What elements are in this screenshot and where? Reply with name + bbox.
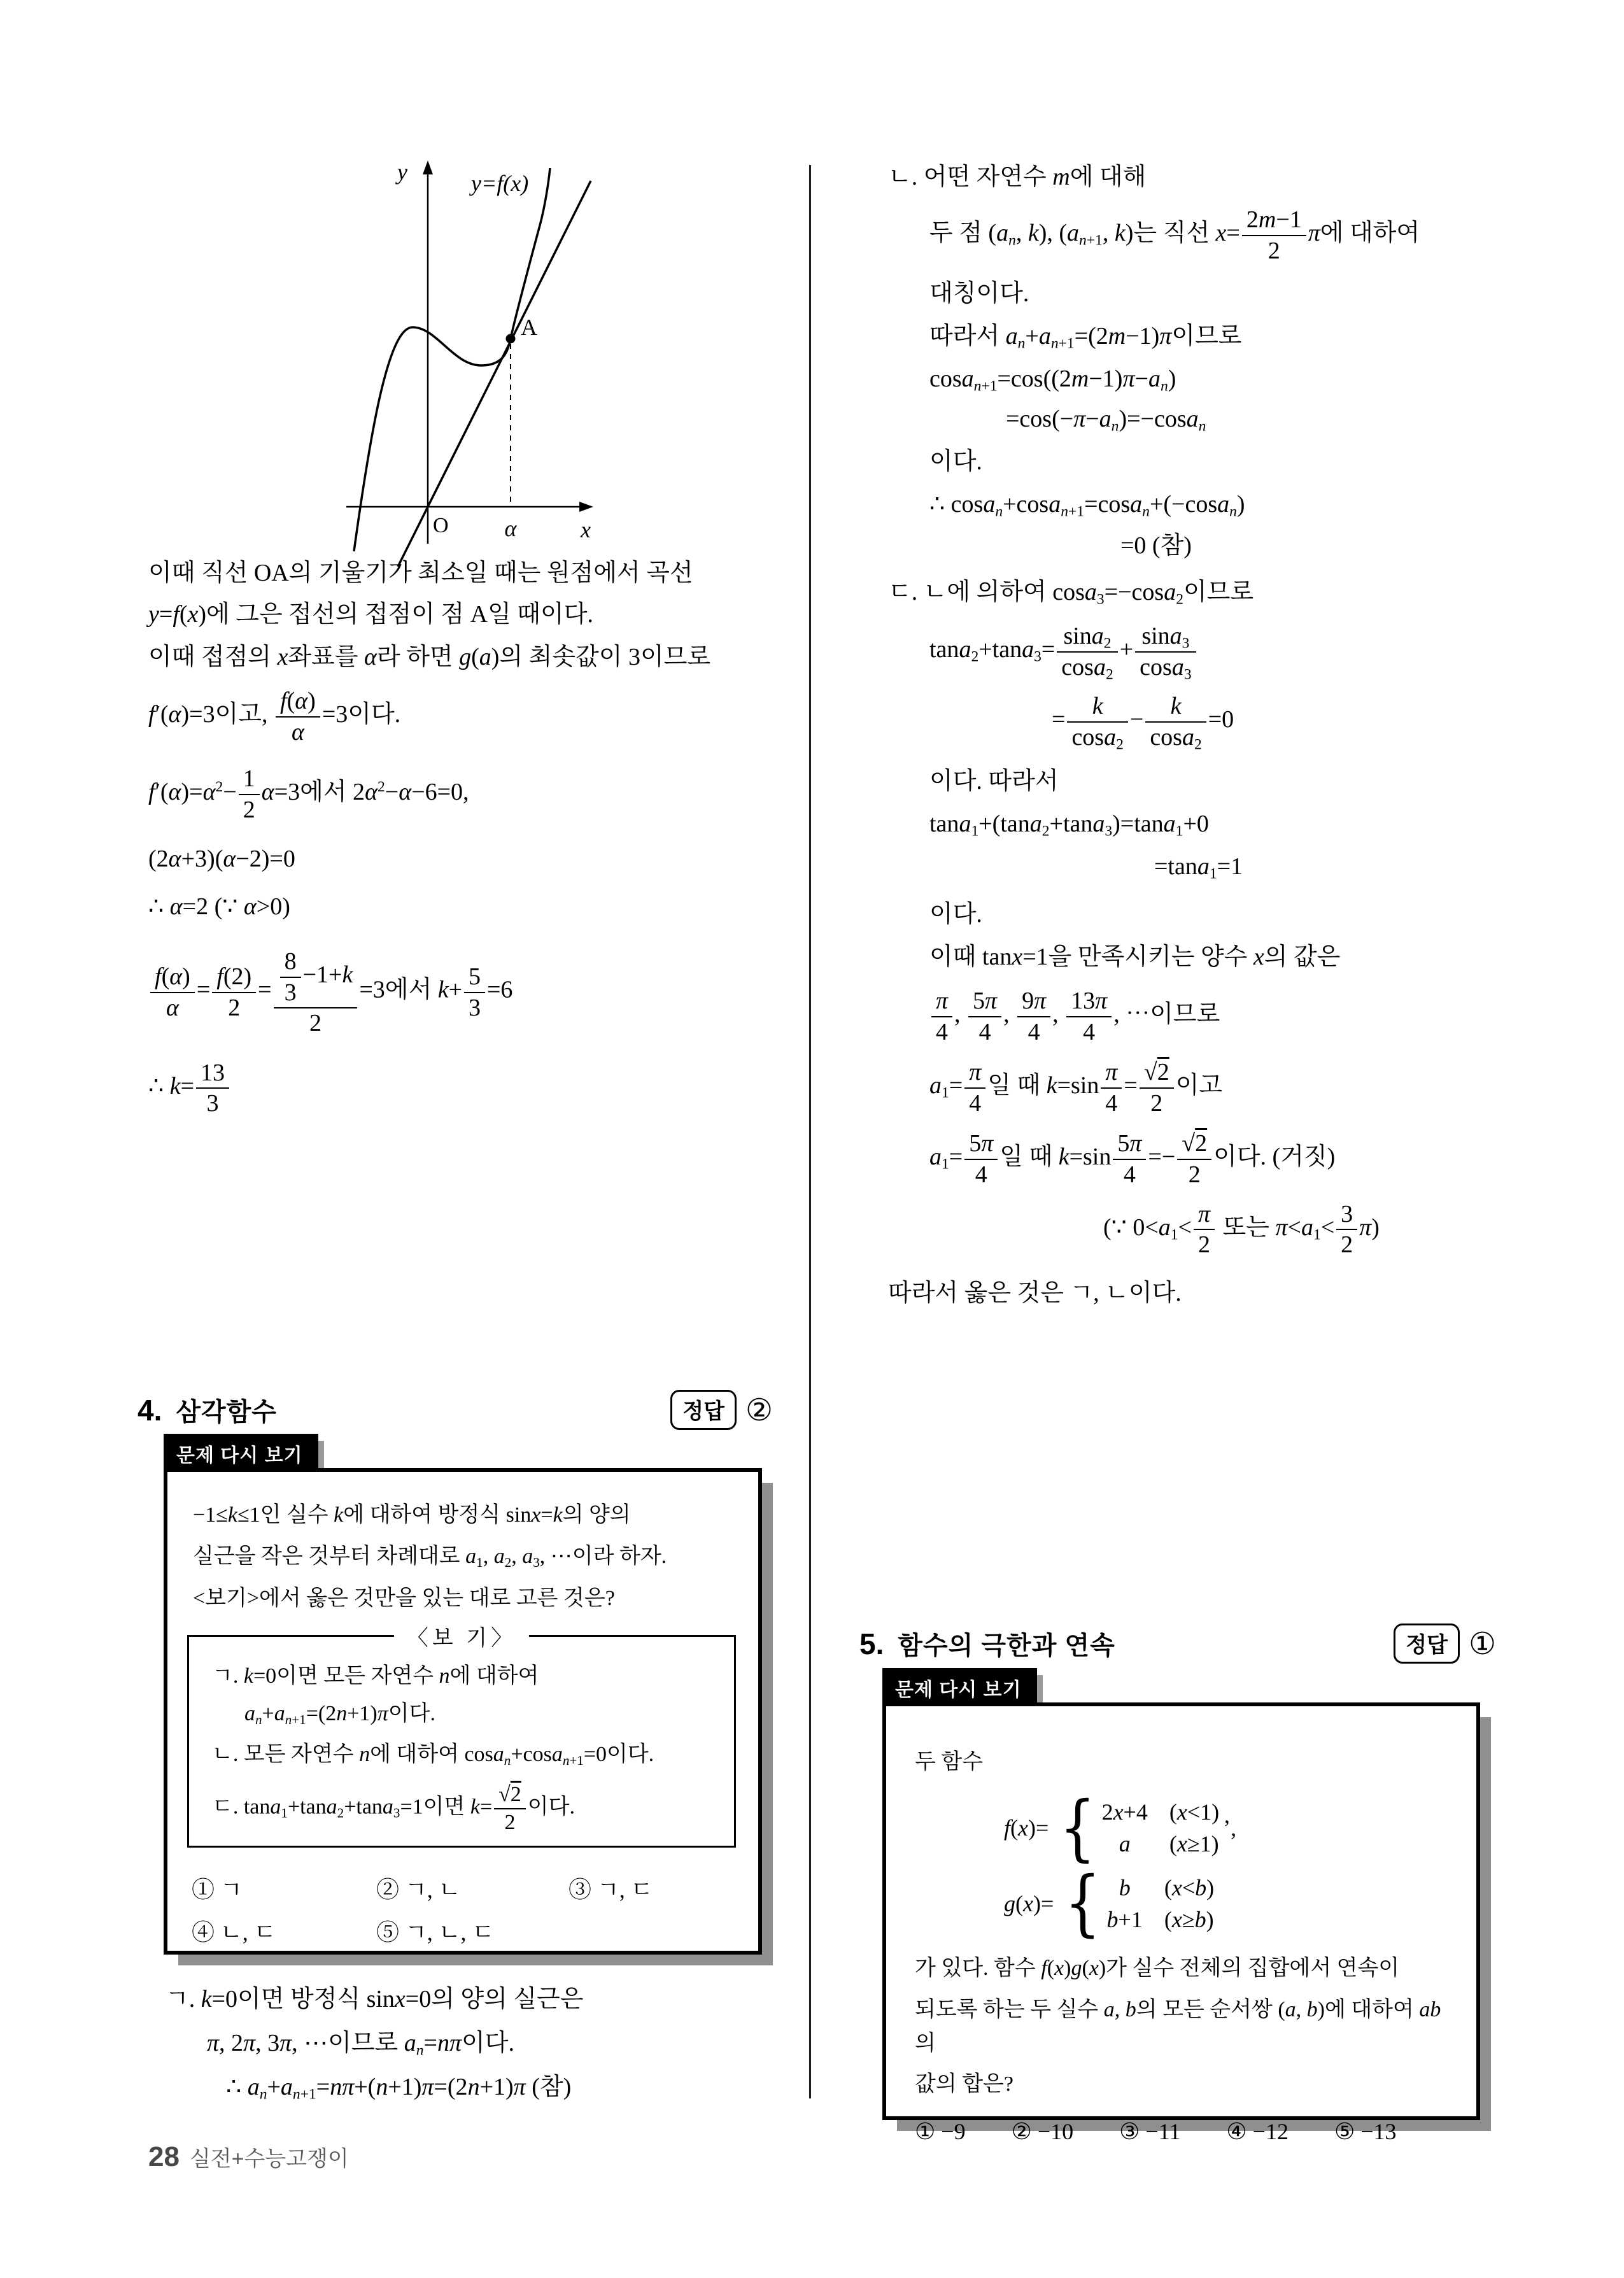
choices-list bbox=[915, 2118, 1450, 2145]
solution-line: (2α+3)(α−2)=0 bbox=[148, 845, 295, 873]
solution-line: ∴ α=2 (∵ α>0) bbox=[148, 893, 290, 921]
y-axis-arrow bbox=[423, 160, 433, 174]
solution-4-left-text bbox=[153, 1981, 802, 2105]
solution-line: (∵ $0<a_1<$ $\frac{\pi}{2}$ 또는 $\pi<a_1<$ $\frac{3}{2}$ π) bbox=[1103, 1200, 1380, 1259]
page-number: 28 bbox=[148, 2141, 180, 2172]
solution-line: y=f(x)에 그은 접선의 접점이 점 A일 때이다. bbox=[148, 601, 593, 628]
problem-title: 삼각함수 bbox=[176, 1398, 277, 1426]
choice-option: ⑤ −13 bbox=[1334, 2119, 1397, 2145]
solution-line: f′(α)=3이고, $\frac{f(\alpha)}{\alpha}$ =3이다. bbox=[148, 688, 401, 746]
choice-option: ③ −11 bbox=[1119, 2119, 1181, 2145]
alpha-label: α bbox=[504, 516, 517, 541]
solution-line: ∴ $a_n+a_{n+1}=n\pi+(n+1)\pi=(2n+1)\pi$ (참) bbox=[226, 2074, 572, 2103]
choice-option: ② ㄱ, ㄴ bbox=[376, 1877, 461, 1902]
origin-label: O bbox=[433, 514, 449, 537]
problem-line: −1≤k≤1인 실수 k에 대하여 방정식 sinx=k의 양의 bbox=[193, 1503, 631, 1527]
boki-label: 〈보 기〉 bbox=[394, 1620, 529, 1652]
solution-line: $\cos a_{n+1}=\cos((2m-1)\pi-a_n)$ bbox=[929, 365, 1176, 395]
solution-line: tana$_1$+(tana$_2$+tana$_3$)=tana$_1$+0 bbox=[929, 810, 1209, 840]
solution-line: = $\frac{k}{\cos a_2}$ − $\frac{k}{\cos a_2}$ =0 bbox=[1052, 693, 1234, 753]
book-title: 실전+수능고쟁이 bbox=[189, 2147, 349, 2171]
solution-line: $\frac{\pi}{4}$ , $\frac{5\pi}{4}$ , $\frac{9\pi}{4}$ , $\frac{13\pi}{4}$ , ⋯이므로 bbox=[888, 987, 1582, 1045]
choice-option: ④ ㄴ, ㄷ bbox=[192, 1920, 276, 1945]
boki-box bbox=[187, 1627, 736, 1848]
solution-line: =0 (참) bbox=[1120, 532, 1192, 560]
problem-5-box bbox=[882, 1702, 1480, 2145]
solution-line: 이때 tanx=1을 만족시키는 양수 x의 값은 bbox=[929, 944, 1341, 971]
y-axis-label: y bbox=[397, 159, 407, 185]
figure-graph bbox=[344, 158, 713, 578]
tangent-line bbox=[398, 181, 591, 567]
solution-line: tana$_2$+tana$_3$= $\frac{\sin a_2}{\cos a_2}$ + $\frac{\sin a_3}{\cos a_3}$ bbox=[888, 622, 1582, 681]
boki-item: ㄷ. tana$_1$+tana$_2$+tana$_3$=1이면 k= $\frac{√2}{2}$ 이다. bbox=[212, 1783, 575, 1835]
section-5-header bbox=[859, 1624, 1496, 1664]
equation-lhs: g(x)= bbox=[1004, 1890, 1054, 1916]
problem-line: 가 있다. 함수 f(x)g(x)가 실수 전체의 집합에서 연속이 bbox=[915, 1956, 1400, 1981]
solution-line: ㄱ. k=0이면 방정식 sinx=0의 양의 실근은 bbox=[166, 1986, 584, 2013]
solution-line: 이다. bbox=[929, 901, 982, 928]
answer-number: ① bbox=[1468, 1625, 1496, 1662]
answer-badge: 정답 bbox=[670, 1390, 737, 1430]
problem-4-statement bbox=[167, 1472, 758, 1616]
solution-line: 이다. 따라서 bbox=[929, 768, 1059, 795]
solution-line: ∴ k= $\frac{13}{3}$ bbox=[148, 1059, 804, 1117]
solution-line: π, 2π, 3π, ⋯이므로 $a_n=n\pi$이다. bbox=[207, 2030, 514, 2059]
solution-line: $a_1=$ $\frac{5\pi}{4}$ 일 때 k=sin $\frac{5\pi}{4}$ =− $\frac{√2}{2}$ 이다. (거짓) bbox=[929, 1130, 1336, 1189]
problem-number: 4. bbox=[138, 1393, 162, 1427]
solution-line: $f'(\alpha)=\alpha^2-$ $\frac{1}{2}$ α=3에서 $2\alpha^2-\alpha-6=0$, bbox=[148, 765, 469, 823]
problem-review-tab: 문제 다시 보기 bbox=[164, 1434, 318, 1474]
column-divider bbox=[809, 165, 811, 2098]
boki-item: ㄱ. k=0이면 모든 자연수 n에 대하여 bbox=[212, 1664, 539, 1688]
solution-line: ㄴ. 어떤 자연수 m에 대해 bbox=[888, 164, 1147, 190]
solution-line: $a_1=$ $\frac{\pi}{4}$ 일 때 k=sin $\frac{\pi}{4}$ = $\frac{√2}{2}$ 이고 bbox=[929, 1059, 1223, 1117]
equation-lhs: f(x)= bbox=[1004, 1815, 1049, 1841]
section-4-header bbox=[138, 1390, 773, 1430]
solution-line: 이때 접점의 x좌표를 α라 하면 g(a)의 최솟값이 3이므로 bbox=[148, 644, 711, 670]
problem-line: 두 함수 bbox=[915, 1750, 984, 1774]
choice-option: ④ −12 bbox=[1226, 2119, 1289, 2145]
solution-line: =tana$_1$=1 bbox=[1154, 853, 1243, 882]
problem-4-box bbox=[164, 1468, 762, 1955]
problem-review-tab: 문제 다시 보기 bbox=[882, 1668, 1037, 1708]
problem-5-statement bbox=[915, 1952, 1450, 2102]
solution-line: 이다. bbox=[929, 448, 982, 476]
boki-item: $a_n+a_{n+1}=(2n+1)\pi$이다. bbox=[244, 1701, 435, 1727]
solution-line: 따라서 옳은 것은 ㄱ, ㄴ이다. bbox=[888, 1279, 1182, 1306]
solution-4-right-text bbox=[888, 159, 1582, 1312]
solution-3-text bbox=[148, 555, 804, 1117]
x-axis-label: x bbox=[581, 517, 591, 542]
choice-option: ① ㄱ bbox=[192, 1877, 243, 1902]
curve-label: y=f(x) bbox=[471, 171, 529, 196]
solution-line: ㄷ. ㄴ에 의하여 cosa$_3$=−cosa$_2$이므로 bbox=[888, 579, 1254, 608]
answer-number: ② bbox=[745, 1392, 773, 1428]
problem-line: 값의 합은? bbox=[915, 2072, 1013, 2097]
curve-path bbox=[354, 168, 550, 551]
curly-brace: { bbox=[1059, 1786, 1096, 1869]
function-graph bbox=[344, 158, 713, 575]
boki-item: ㄴ. 모든 자연수 n에 대하여 cosa$_n$+cosa$_{n+1}$=0이다. bbox=[212, 1743, 654, 1769]
choice-option: ② −10 bbox=[1011, 2119, 1074, 2145]
choice-option: ③ ㄱ, ㄷ bbox=[568, 1877, 653, 1902]
solution-line: 대칭이다. bbox=[929, 280, 1029, 308]
point-a-dot bbox=[506, 334, 516, 344]
solution-line: $\frac{f(\alpha)}{\alpha}$ = $\frac{f(2)}{2}$ = $\frac{8}{3}$ −1+k 2 =3에서 k+ $\frac{5}{3}$ =6 bbox=[148, 947, 804, 1037]
boki-items bbox=[189, 1637, 734, 1835]
choice-option: ⑤ ㄱ, ㄴ, ㄷ bbox=[376, 1920, 495, 1945]
solution-line: 이때 직선 OA의 기울기가 최소일 때는 원점에서 곡선 bbox=[148, 560, 693, 586]
page-footer bbox=[148, 2141, 349, 2173]
choices-list bbox=[192, 1872, 653, 1947]
solution-line: 따라서 $a_n+a_{n+1}=(2m-1)\pi$이므로 bbox=[929, 323, 1242, 352]
curly-brace: { bbox=[1064, 1862, 1101, 1945]
f-definition: f(x)= { 2x+4 (x<1) a (x≥1) ’, bbox=[1004, 1786, 1237, 1869]
x-axis-arrow bbox=[579, 502, 593, 512]
problem-line: 실근을 작은 것부터 차례대로 $a_1$, $a_2$, $a_3$, ⋯이라 하자. bbox=[193, 1544, 667, 1570]
g-definition: g(x)= { b (x<b) b+1 (x≥b) bbox=[1004, 1862, 1215, 1945]
problem-number: 5. bbox=[859, 1627, 884, 1660]
solution-line: $=\cos(-\pi-a_n)=-\cos a_n$ bbox=[1006, 406, 1206, 435]
choice-option: ① −9 bbox=[915, 2119, 966, 2145]
solution-line: ∴ cosa$_n$+cosa$_{n+1}$=cosa$_n$+(−cosa$_n$) bbox=[929, 491, 1245, 520]
problem-line: <보기>에서 옳은 것만을 있는 대로 고른 것은? bbox=[193, 1587, 615, 1611]
solution-line: 두 점 ($a_n$, k), ($a_{n+1}$, k)는 직선 x= $\frac{2m-1}{2}$ π에 대하여 bbox=[929, 206, 1420, 264]
problem-line: 되도록 하는 두 실수 a, b의 모든 순서쌍 (a, b)에 대하여 ab의 bbox=[915, 1997, 1441, 2055]
problem-title: 함수의 극한과 연속 bbox=[898, 1632, 1115, 1660]
answer-badge: 정답 bbox=[1394, 1624, 1460, 1664]
point-a-label: A bbox=[521, 315, 537, 340]
